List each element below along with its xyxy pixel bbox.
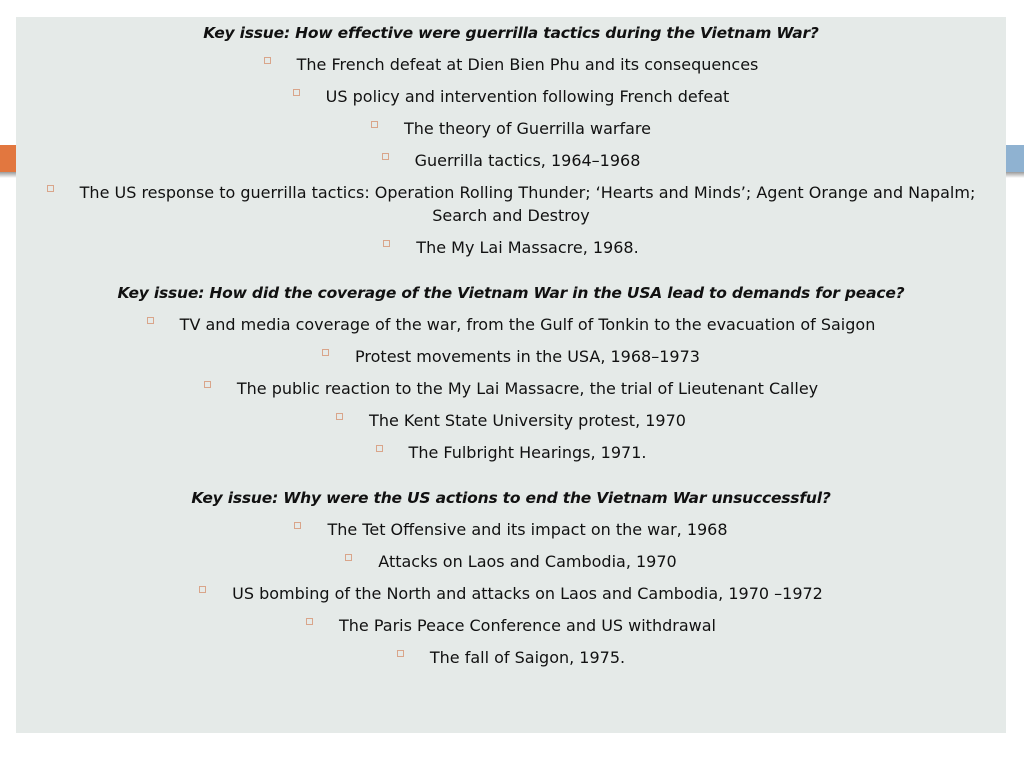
bullet-icon bbox=[383, 240, 390, 247]
list-item-text: The US response to guerrilla tactics: Operation Rolling Thunder; ‘Hearts and Minds’; Agent Orange and Napalm; Search and Destroy bbox=[79, 183, 976, 225]
bullet-icon bbox=[376, 445, 383, 452]
bullet-icon bbox=[293, 89, 300, 96]
list-item bbox=[44, 53, 978, 76]
list-item bbox=[44, 518, 978, 541]
list-item bbox=[44, 441, 978, 464]
bullet-icon bbox=[371, 121, 378, 128]
list-item-text: US bombing of the North and attacks on Laos and Cambodia, 1970 –1972 bbox=[232, 584, 823, 603]
list-item-text: Attacks on Laos and Cambodia, 1970 bbox=[378, 552, 677, 571]
list-item bbox=[44, 117, 978, 140]
list-item bbox=[44, 149, 978, 172]
bullet-icon bbox=[264, 57, 271, 64]
list-item-text: Guerrilla tactics, 1964–1968 bbox=[414, 151, 641, 170]
bullet-icon bbox=[345, 554, 352, 561]
key-issue-heading-1: Key issue: How effective were guerrilla tactics during the Vietnam War? bbox=[203, 24, 819, 42]
bullet-icon bbox=[47, 185, 54, 192]
list-item bbox=[44, 181, 978, 227]
bullet-list-3 bbox=[44, 518, 978, 669]
list-item-text: The fall of Saigon, 1975. bbox=[429, 648, 626, 667]
list-item-text: The public reaction to the My Lai Massacre, the trial of Lieutenant Calley bbox=[236, 379, 819, 398]
key-issue-section-1 bbox=[44, 21, 978, 259]
bullet-icon bbox=[199, 586, 206, 593]
bullet-icon bbox=[204, 381, 211, 388]
list-item bbox=[44, 85, 978, 108]
list-item-text: The Kent State University protest, 1970 bbox=[369, 411, 686, 430]
list-item-text: Protest movements in the USA, 1968–1973 bbox=[355, 347, 700, 366]
bullet-icon bbox=[336, 413, 343, 420]
bullet-icon bbox=[382, 153, 389, 160]
list-item-text: The Paris Peace Conference and US withdrawal bbox=[339, 616, 716, 635]
bullet-icon bbox=[147, 317, 154, 324]
list-item bbox=[44, 409, 978, 432]
list-item bbox=[44, 614, 978, 637]
key-issue-heading-2: Key issue: How did the coverage of the Vietnam War in the USA lead to demands for peace? bbox=[117, 284, 905, 302]
list-item bbox=[44, 345, 978, 368]
list-item-text: The theory of Guerrilla warfare bbox=[404, 119, 651, 138]
list-item bbox=[44, 582, 978, 605]
list-item bbox=[44, 236, 978, 259]
list-item-text: The Fulbright Hearings, 1971. bbox=[408, 443, 647, 462]
bullet-icon bbox=[322, 349, 329, 356]
bullet-icon bbox=[294, 522, 301, 529]
bullet-icon bbox=[306, 618, 313, 625]
list-item-text: US policy and intervention following French defeat bbox=[325, 87, 730, 106]
content-panel bbox=[16, 17, 1006, 733]
list-item-text: The French defeat at Dien Bien Phu and its consequences bbox=[296, 55, 759, 74]
list-item bbox=[44, 550, 978, 573]
right-accent-shadow bbox=[1004, 172, 1024, 178]
key-issue-heading-3: Key issue: Why were the US actions to end the Vietnam War unsuccessful? bbox=[191, 489, 831, 507]
bullet-list-1 bbox=[44, 53, 978, 259]
bullet-icon bbox=[397, 650, 404, 657]
key-issue-section-3 bbox=[44, 486, 978, 669]
list-item bbox=[44, 313, 978, 336]
list-item bbox=[44, 646, 978, 669]
right-accent-bar bbox=[1004, 145, 1024, 172]
bullet-list-2 bbox=[44, 313, 978, 464]
list-item-text: TV and media coverage of the war, from the Gulf of Tonkin to the evacuation of Saigon bbox=[179, 315, 876, 334]
list-item bbox=[44, 377, 978, 400]
list-item-text: The Tet Offensive and its impact on the war, 1968 bbox=[327, 520, 728, 539]
list-item-text: The My Lai Massacre, 1968. bbox=[416, 238, 639, 257]
key-issue-section-2 bbox=[44, 281, 978, 464]
